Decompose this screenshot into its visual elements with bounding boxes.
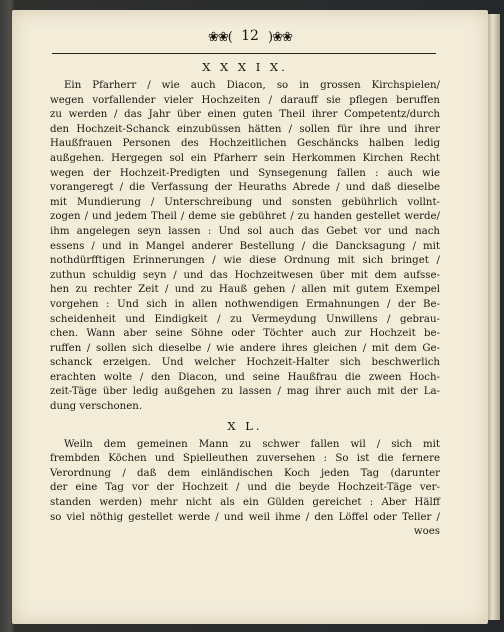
text-line: zeit-Täge über ledig außgehen zu lassen / mag ihrer auch mit der La- xyxy=(50,386,440,398)
page-header xyxy=(60,26,440,50)
text-line: der eine Tag vor der Hochzeit / und die beyde Hochzeit-Täge ver- xyxy=(50,482,440,494)
paragraph-xl xyxy=(50,438,440,540)
page-body-text xyxy=(50,60,440,540)
header-rule xyxy=(52,53,436,54)
text-line: ruffen / sollen sich dieselbe / wie andere ihres gleichen / mit dem Ge- xyxy=(50,342,440,354)
page-number: 12 xyxy=(241,28,259,44)
ornament-left-icon: ❀❀( xyxy=(208,30,232,45)
text-line: dung verschonen. xyxy=(50,401,143,413)
text-line: Verordnung / daß dem einländischen Koch jeden Tag (darunter xyxy=(50,467,440,479)
text-line: schanck erzeigen. Und welcher Hochzeit-Halter sich beschwerlich xyxy=(50,357,440,369)
text-line: scheidenheit und Eindigkeit / zu Vermeydung Unwillens / gebrau- xyxy=(50,313,440,325)
text-line: Haußfrauen Personen des Hochzeitlichen Geschäncks halben ledig xyxy=(50,138,440,150)
section-heading-xl: X L. xyxy=(227,418,263,433)
text-line: Ein Pfarherr / wie auch Diacon, so in grossen Kirchspielen/ xyxy=(64,80,440,91)
text-line: erachten wolte / den Diacon, und seine Haußfrau die zween Hoch- xyxy=(50,371,440,383)
page-edge xyxy=(488,14,500,620)
text-line: hen zu rechter Zeit / und zu Hauß gehen / allen mit gutem Exempel xyxy=(50,284,440,296)
text-line: essens / und in Mangel anderer Bestellung / die Dancksagung / mit xyxy=(50,240,440,252)
paragraph-xxxix xyxy=(50,79,440,415)
text-line: so viel nöthig gestellet werde / und weil ihme / den Löffel oder Teller / xyxy=(50,511,440,523)
text-line: zogen / und jedem Theil / deme sie gebühret / zu handen gestellet werde/ xyxy=(50,211,440,223)
text-line: zuthun schuldig seyn / und das Hochzeitwesen über mit dem aufsse- xyxy=(50,269,440,281)
text-line: wegen vorfallender vieler Hochzeiten / darauff sie pflegen beruffen xyxy=(50,94,440,106)
text-line: Weiln dem gemeinen Mann zu schwer fallen wil / sich mit xyxy=(64,438,440,450)
text-line: standen werden) mehr nicht als ein Gülden gereichet : Aber Hälff xyxy=(50,497,440,509)
text-line: den Hochzeit-Schanck einzubüssen hätten / sollen für ihre und ihrer xyxy=(50,123,440,135)
ornament-right-icon: )❀❀ xyxy=(268,30,292,45)
text-line: wegen der Hochzeit-Predigten und Synsegenung fallen : auch wie xyxy=(50,167,440,179)
text-line: außgehen. Hergegen sol ein Pfarherr sein Herkommen Kirchen Recht xyxy=(50,152,440,164)
text-line: mit Mundierung / Unterschreibung und sonsten gebührlich vollnt- xyxy=(50,196,440,208)
section-heading-xxxix: X X X I X. xyxy=(202,60,288,74)
text-line: vorangeregt / die Verfassung der Heuraths Abrede / und daß dieselbe xyxy=(50,182,440,194)
text-line: zu werden / das Jahr über einen guten Theil ihrer Competentz/durch xyxy=(50,109,440,121)
text-line: nothdürfftigen Erinnerungen / wie diese Ordnung mit sich bringet / xyxy=(50,255,440,267)
text-line: chen. Wann aber seine Söhne oder Töchter auch zur Hochzeit be- xyxy=(50,328,440,340)
text-line: frembden Köchen und Spielleuthen zuversehen : So ist die fernere xyxy=(50,453,440,465)
text-line: vorgehen : Und sich in allen nothwendigen Ermahnungen / der Be- xyxy=(50,298,440,310)
text-line: ihm angelegen seyn lassen : Und sol auch das Gebet vor und nach xyxy=(50,225,440,237)
catchword: woes xyxy=(413,526,440,538)
